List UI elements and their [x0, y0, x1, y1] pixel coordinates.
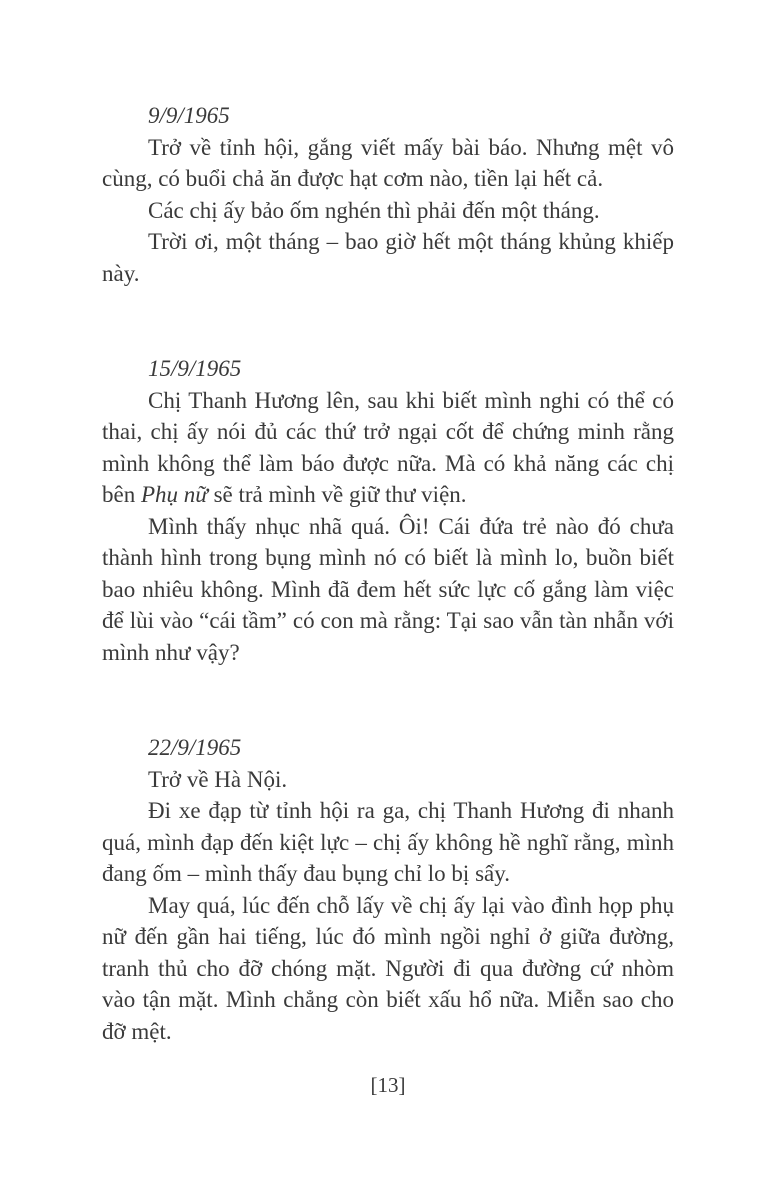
entry-date: 15/9/1965 — [148, 356, 242, 381]
paragraph: Đi xe đạp từ tỉnh hội ra ga, chị Thanh Hương đi nhanh quá, mình đạp đến kiệt lực – chị ấy không hề nghĩ rằng, mình đang ốm – mình thấy đau bụng chỉ lo bị sẩy. — [102, 798, 674, 886]
paragraph: Trời ơi, một tháng – bao giờ hết một tháng khủng khiếp này. — [102, 229, 674, 286]
diary-entry-2 — [102, 353, 674, 668]
diary-entry-1 — [102, 100, 674, 289]
entry-date: 22/9/1965 — [148, 735, 242, 760]
diary-entry-3 — [102, 732, 674, 1047]
paragraph: Mình thấy nhục nhã quá. Ôi! Cái đứa trẻ nào đó chưa thành hình trong bụng mình nó có biết là mình lo, buồn biết bao nhiêu không. Mình đã đem hết sức lực cố gắng làm việc để lùi vào “cái tầm” có con mà rằng: Tại sao vẫn tàn nhẫn với mình như vậy? — [102, 513, 674, 665]
paragraph: May quá, lúc đến chỗ lấy về chị ấy lại vào đình họp phụ nữ đến gần hai tiếng, lúc đó mình ngồi nghỉ ở giữa đường, tranh thủ cho đỡ chóng mặt. Người đi qua đường cứ nhòm vào tận mặt. Mình chẳng còn biết xấu hổ nữa. Miễn sao cho đỡ mệt. — [102, 892, 674, 1044]
paragraph: Các chị ấy bảo ốm nghén thì phải đến một tháng. — [148, 197, 600, 223]
entry-date: 9/9/1965 — [148, 103, 230, 128]
publication-name: Phụ nữ — [140, 482, 208, 507]
page-number: [13] — [370, 1073, 406, 1097]
paragraph — [102, 385, 674, 511]
diary-content — [102, 0, 674, 1047]
paragraph-text: Chị Thanh Hương lên, sau khi biết mình nghi có thể có thai, chị ấy nói đủ các thứ trở ngại cốt để chứng minh rằng mình không thể làm báo được nữa. Mà có khả năng các chị bên — [102, 387, 674, 507]
paragraph: Trở về Hà Nội. — [148, 766, 288, 792]
paragraph: Trở về tỉnh hội, gắng viết mấy bài báo. Nhưng mệt vô cùng, có buổi chả ăn được hạt cơm nào, tiền lại hết cả. — [102, 134, 674, 191]
paragraph-text: sẽ trả mình về giữ thư viện. — [207, 482, 467, 507]
